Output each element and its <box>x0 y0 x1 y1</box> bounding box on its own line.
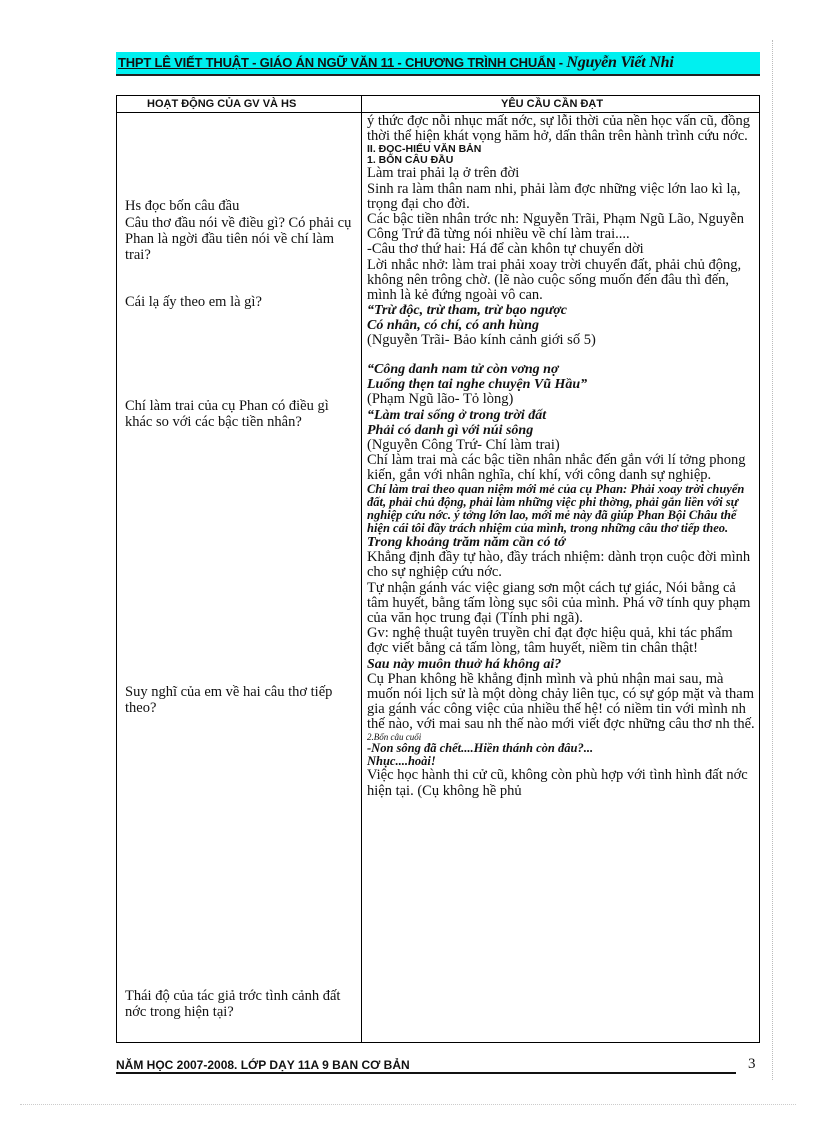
answer-paragraph: Gv: nghệ thuật tuyên truyền chỉ đạt đợc hiệu quả, khi tác phẩm đợc viết bằng cả tấm lòng, tâm huyết, niềm tin chân thật! <box>367 625 733 657</box>
poem-source: (Nguyễn Trãi- Bảo kính cảnh giới số 5) <box>367 332 596 349</box>
question-2: Câu thơ đầu nói về điều gì? Có phải cụ Phan là ngời đầu tiên nói về chí làm trai? <box>125 215 352 263</box>
poem-line: “Công danh nam tử còn vơng nợ <box>367 362 559 378</box>
poem-line: Trong khoảng trăm năm cần có tớ <box>367 535 566 551</box>
answer-paragraph: Các bậc tiền nhân trớc nh: Nguyễn Trãi, Phạm Ngũ Lão, Nguyễn Công Trứ đã từng nói nhiều về chí làm trai.... <box>367 211 744 243</box>
section-heading: II. ĐỌC-HIỂU VĂN BẢN <box>367 143 482 156</box>
answer-paragraph: Lời nhắc nhở: làm trai phải xoay trời chuyển đất, phải chủ động, không nên trông chờ. (lẽ nào cuộc sống muốn đến đâu thì đến, mình là kẻ đứng ngoài vô can. <box>367 256 742 304</box>
header-rule <box>116 74 760 76</box>
answer-paragraph: Khẳng định đầy tự hào, đầy trách nhiệm: dành trọn cuộc đời mình cho sự nghiệp cứu nớc. <box>367 549 751 581</box>
poem-line: Nhục....hoài! <box>367 754 436 769</box>
answer-paragraph: Tự nhận gánh vác việc giang sơn một cách tự giác, Nói bằng cả tâm huyết, bằng tấm lòng sục sôi của mình. Phá vỡ tính quy phạm của văn học trung đại (Tính phi ngã). <box>367 579 751 627</box>
question-4: Chí làm trai của cụ Phan có điều gì khác so với các bậc tiền nhân? <box>125 398 329 430</box>
question-6: Thái độ của tác giả trớc tình cảnh đất nớc trong hiện tại? <box>125 988 341 1020</box>
table-header-row <box>117 96 759 113</box>
header-author: Nguyễn Viết Nhi <box>566 54 674 71</box>
poem-line: -Non sông đã chết....Hiền thánh còn đâu?... <box>367 741 594 756</box>
spacer <box>367 348 757 362</box>
column-divider <box>361 96 362 1042</box>
poem-line: Phải có danh gì với núi sông <box>367 422 534 438</box>
requirements-column <box>367 114 757 799</box>
answer-paragraph: Sinh ra làm thân nam nhi, phải làm đợc những việc lớn lao kì lạ, trọng đại cho đời. <box>367 180 741 212</box>
page-number: 3 <box>748 1056 756 1072</box>
page-edge <box>772 40 773 1080</box>
question-3: Cái lạ ấy theo em là gì? <box>125 294 262 310</box>
header-text <box>118 54 674 72</box>
answer-paragraph: ý thức đợc nỗi nhục mất nớc, sự lỗi thời của nền học vấn cũ, đồng thời thể hiện khát vọng hăm hở, dấn thân trên hành trình cứu nớc. <box>367 113 751 145</box>
poem-line: Có nhân, có chí, có anh hùng <box>367 318 539 334</box>
header-separator: - <box>555 55 567 70</box>
answer-paragraph: Việc học hành thi cử cũ, không còn phù hợp với tình hình đất nớc hiện tại. (Cụ không hề phủ <box>367 767 748 799</box>
poem-line: “Làm trai sống ở trong trời đất <box>367 407 547 423</box>
poem-line: “Trừ độc, trừ tham, trừ bạo ngược <box>367 303 567 319</box>
page-footer: NĂM HỌC 2007-2008. LỚP DẠY 11A 9 BAN CƠ BẢN <box>116 1058 410 1072</box>
question-1: Hs đọc bốn câu đầu <box>125 198 240 214</box>
answer-paragraph: Cụ Phan không hề khẳng định mình và phủ nhận mai sau, mà muốn nói lịch sử là một dòng chảy liên tục, có sự góp mặt và tham gia gánh vác công việc của nhiều thế hệ! có niềm tin với mình nh thế nào, với mai sau nh thế nào mới viết đợc những câu thơ nh thế. <box>367 670 755 733</box>
page-edge <box>20 1104 796 1105</box>
footer-rule <box>116 1072 736 1074</box>
answer-paragraph: -Câu thơ thứ hai: Há để càn khôn tự chuyển dời <box>367 241 644 258</box>
lesson-table <box>116 95 760 1043</box>
subsection-heading: 2.Bốn câu cuối <box>367 732 422 743</box>
answer-paragraph: Chí làm trai mà các bậc tiền nhân nhắc đến gắn với lí tởng phong kiến, gắn với nhân nghĩa, chí khí, với công danh sự nghiệp. <box>367 451 746 484</box>
poem-source: (Nguyễn Công Trứ- Chí làm trai) <box>367 436 560 453</box>
column-header-requirements: YÊU CẦU CẦN ĐẠT <box>501 98 604 110</box>
subsection-heading: 1. BỐN CÂU ĐẦU <box>367 154 454 167</box>
column-header-activities: HOẠT ĐỘNG CỦA GV VÀ HS <box>147 98 297 110</box>
question-5: Suy nghĩ của em về hai câu thơ tiếp theo? <box>125 684 333 716</box>
emphasis-paragraph: Chí làm trai theo quan niệm mới mẻ của cụ Phan: Phải xoay trời chuyển đất, phải chủ động, phải làm những việc phi thờng, phải gắn liền với sự nghiệp cứu nớc. ý tởng lớn lao, mới mẻ này đã giúp Phan Bội Châu thể hiện cái tôi đầy trách nhiệm của mình, trong những câu thơ tiếp theo. <box>367 482 745 536</box>
poem-line: Sau này muôn thuở há không ai? <box>367 656 562 672</box>
answer-paragraph: Làm trai phải lạ ở trên đời <box>367 165 520 182</box>
poem-source: (Phạm Ngũ lão- Tỏ lòng) <box>367 391 514 408</box>
page-header <box>116 52 760 74</box>
poem-line: Luống thẹn tai nghe chuyện Vũ Hầu” <box>367 377 588 393</box>
header-title: THPT LÊ VIẾT THUẬT - GIÁO ÁN NGỮ VĂN 11 - CHƯƠNG TRÌNH CHUẨN <box>118 55 556 70</box>
